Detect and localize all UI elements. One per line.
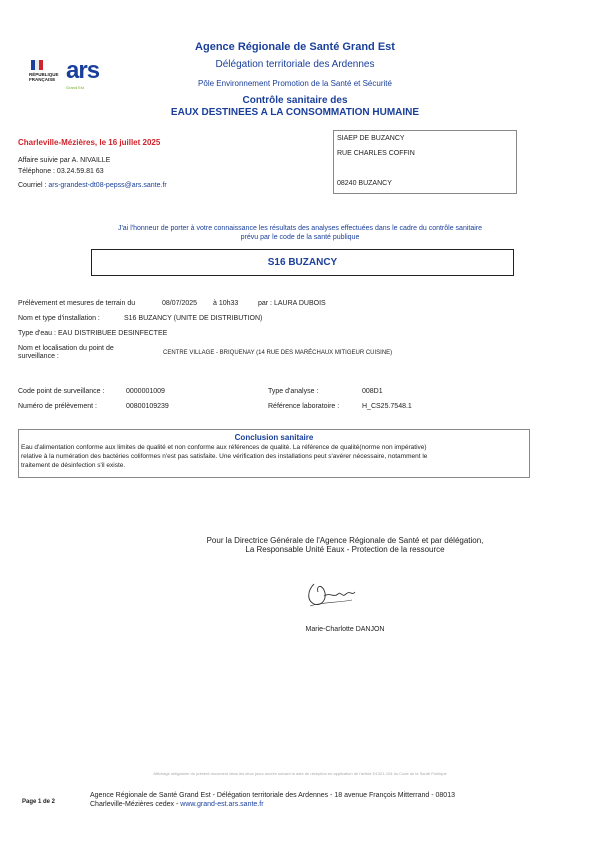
type-eau-value: EAU DISTRIBUEE DESINFECTEE: [58, 330, 168, 337]
conclusion-title: Conclusion sanitaire: [234, 433, 314, 442]
courriel-line: [18, 182, 167, 189]
code-point-label: Code point de surveillance :: [18, 388, 105, 395]
localisation-label-1: Nom et localisation du point de: [18, 345, 114, 352]
address-line-2: RUE CHARLES COFFIN: [337, 150, 415, 157]
place-date: Charleville-Mézières, le 16 juillet 2025: [18, 138, 161, 147]
rf-text-2: FRANÇAISE: [29, 77, 56, 82]
installation-title-box: [91, 249, 514, 276]
conclusion-line-1: Eau d'alimentation conforme aux limites de qualité et non conforme aux références de qualité. La référence de qualité(norme non impérative): [21, 444, 427, 451]
conclusion-line-2: relative à la numération des bactéries coliformes n'est pas satisfaite. Une vérification des installations peut s'avérer nécessaire, notamment le: [21, 453, 428, 460]
signature-line-1: Pour la Directrice Générale de l'Agence Régionale de Santé et par délégation,: [206, 536, 484, 545]
installation-title: S16 BUZANCY: [267, 257, 338, 268]
recipient-address-box: [333, 130, 517, 194]
courriel-link[interactable]: ars-grandest-dt08-pepss@ars.sante.fr: [48, 182, 167, 189]
prelevement-date: 08/07/2025: [162, 300, 198, 307]
rf-text-1: RÉPUBLIQUE: [29, 72, 59, 77]
affaire-suivie: Affaire suivie par A. NIVAILLE: [18, 157, 111, 164]
ars-logo-sub: Grand Est: [66, 85, 85, 90]
pole-title: Pôle Environnement Promotion de la Santé et Sécurité: [198, 79, 392, 88]
type-analyse-label: Type d'analyse :: [268, 388, 319, 395]
ars-logo: [64, 57, 120, 97]
prelevement-time: à 10h33: [213, 300, 239, 307]
localisation-label-2: surveillance :: [18, 353, 59, 360]
type-eau-label: Type d'eau :: [18, 330, 56, 337]
ars-logo-text: ars: [66, 57, 100, 84]
footer-website-link[interactable]: www.grand-est.ars.sante.fr: [180, 801, 264, 808]
installation-value: S16 BUZANCY (UNITE DE DISTRIBUTION): [124, 315, 263, 322]
footer-address-line-1: Agence Régionale de Santé Grand Est - Délégation territoriale des Ardennes - 18 avenue François Mitterrand - 08013: [90, 792, 455, 799]
prelevement-label: Prélèvement et mesures de terrain du: [18, 300, 136, 307]
republique-francaise-logo: [27, 60, 63, 98]
installation-label: Nom et type d'installation :: [18, 315, 100, 322]
delegation-title: Délégation territoriale des Ardennes: [215, 59, 375, 70]
localisation-value: CENTRE VILLAGE - BRIQUENAY (14 RUE DES MARÉCHAUX MITIGEUR CUISINE): [163, 350, 393, 356]
control-title-1: Contrôle sanitaire des: [242, 95, 348, 106]
conclusion-box: [18, 429, 530, 478]
intro-text: [80, 224, 520, 242]
address-line-1: SIAEP DE BUZANCY: [337, 135, 405, 142]
ref-labo-value: H_CS25.7548.1: [362, 403, 412, 410]
telephone-value: 03.24.59.81 63: [56, 168, 104, 175]
signatory-name: Marie-Charlotte DANJON: [305, 626, 385, 633]
num-prelevement-value: 00800109239: [126, 403, 169, 410]
signature-line-2: La Responsable Unité Eaux - Protection de la ressource: [245, 545, 445, 554]
num-prelevement-label: Numéro de prélèvement :: [18, 403, 97, 410]
prelevement-par: par : LAURA DUBOIS: [258, 300, 326, 307]
control-title-2: EAUX DESTINEES A LA CONSOMMATION HUMAINE: [170, 107, 420, 118]
courriel-label: Courriel :: [18, 182, 49, 189]
agency-title: Agence Régionale de Santé Grand Est: [195, 41, 395, 53]
intro-line-1: J'ai l'honneur de porter à votre connaissance les résultats des analyses effectuées dans le cadre du contrôle sanitaire: [117, 225, 483, 232]
telephone-label: Téléphone :: [18, 168, 57, 175]
type-analyse-value: 008D1: [362, 388, 383, 395]
conclusion-text: [21, 443, 527, 470]
footer-line-2-prefix: Charleville-Mézières cedex -: [90, 801, 181, 808]
handwritten-signature: [300, 576, 360, 610]
telephone-line: [18, 168, 104, 175]
ref-labo-label: Référence laboratoire :: [268, 403, 340, 410]
conclusion-line-3: traitement de désinfection s'il existe.: [21, 462, 126, 469]
address-line-3: 08240 BUZANCY: [337, 180, 392, 187]
footer-disclaimer: Affichage obligatoire du présent document dans les deux jours ouvrés suivant la date de réception en application de l'article D1321-104 du Code de la Santé Publique: [153, 771, 447, 776]
code-point-value: 0000001009: [126, 388, 165, 395]
page-number: Page 1 de 2: [22, 799, 56, 805]
footer-address-line-2: [90, 801, 264, 808]
intro-line-2: prévu par le code de la santé publique: [240, 234, 360, 241]
